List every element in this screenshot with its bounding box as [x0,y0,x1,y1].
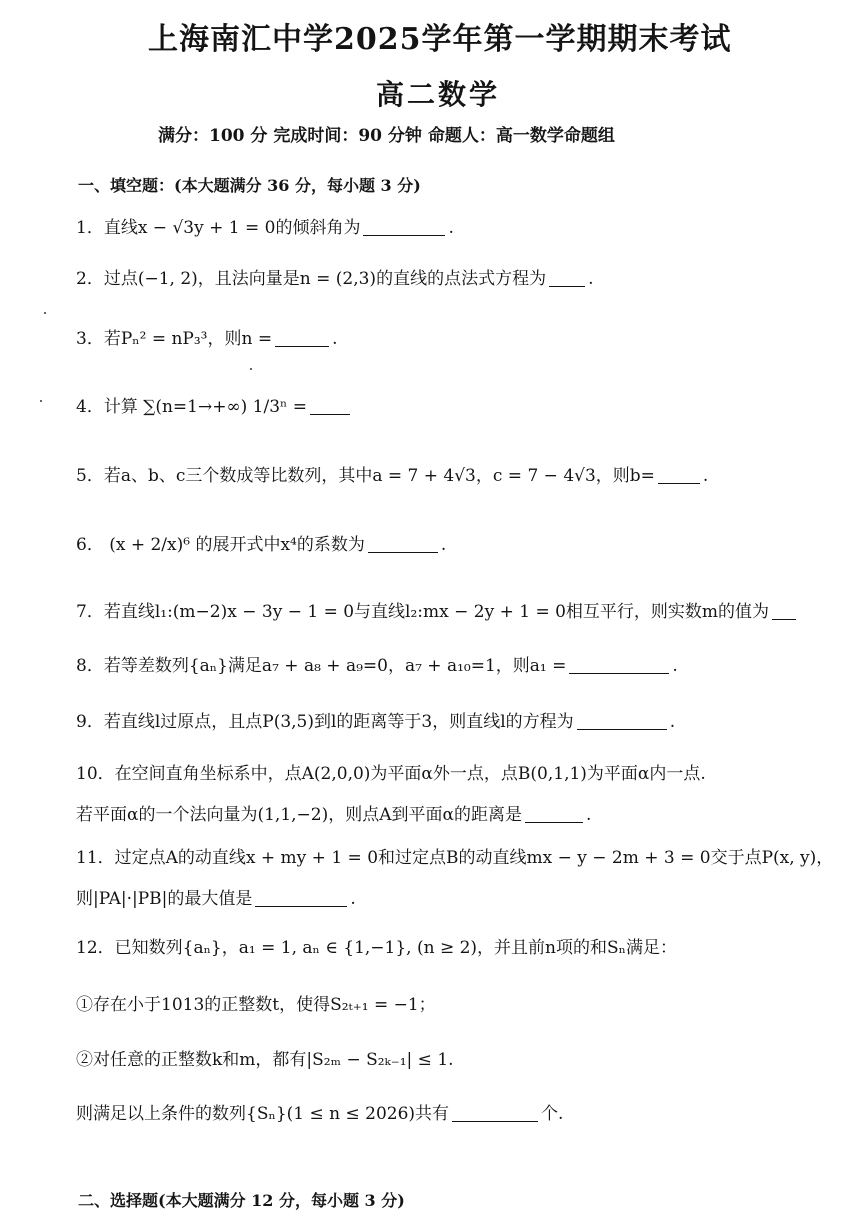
scan-speck [250,368,252,370]
question-tail: . [448,218,454,238]
question-11-line-1 [76,843,833,868]
question-1 [76,213,454,238]
answer-blank [658,467,700,484]
question-9 [76,707,675,732]
answer-blank [363,219,445,236]
question-text: 9．若直线l过原点，且点P(3,5)到l的距离等于3，则直线l的方程为 [76,712,574,732]
question-tail: . [672,656,678,676]
question-text: 7．若直线l₁:(m−2)x − 3y − 1 = 0与直线l₂:mx − 2y + 1 = 0相互平行，则实数m的值为 [76,602,770,622]
question-8 [76,651,678,676]
scan-speck [40,400,42,402]
question-text: 若平面α的一个法向量为(1,1,−2)，则点A到平面α的距离是 [76,805,523,825]
answer-blank [569,657,669,674]
section-fill-in-heading: 一、填空题：(本大题满分 36 分，每小题 3 分) [78,176,421,195]
question-tail: . [586,805,592,825]
section-choice-heading: 二、选择题(本大题满分 12 分，每小题 3 分) [78,1191,405,1210]
question-text: 3．若Pₙ² = nP₃³，则n = [76,329,273,349]
answer-blank [577,713,667,730]
question-tail: . [702,466,709,486]
question-3 [76,324,338,349]
question-tail: . [669,712,676,732]
question-10-line-1 [76,759,706,784]
question-tail: 个. [541,1104,564,1124]
question-text: 10．在空间直角坐标系中，点A(2,0,0)为平面α外一点，点B(0,1,1)为平面α内一点. [76,764,706,784]
question-12-condition-2 [76,1045,454,1070]
question-text: 11．过定点A的动直线x + my + 1 = 0和过定点B的动直线mx − y − 2m + 3 = 0交于点P(x, y)， [76,848,834,868]
question-text: 1．直线x − √3y + 1 = 0的倾斜角为 [76,218,361,238]
answer-blank [310,398,350,415]
question-12-line-4 [76,1099,563,1124]
question-2 [76,264,593,289]
question-text: 2．过点(−1, 2)，且法向量是n = (2,3)的直线的点法式方程为 [76,269,547,289]
question-5 [76,461,708,486]
question-6 [76,530,446,555]
question-12-condition-1 [76,990,436,1015]
question-11-line-2 [76,884,356,909]
question-text: 8．若等差数列{aₙ}满足a₇ + a₈ + a₉=0，a₇ + a₁₀=1，则a₁ = [76,656,567,676]
answer-blank [772,603,796,620]
question-tail: . [440,535,447,555]
question-12-line-1 [76,933,677,958]
answer-blank [549,270,585,287]
question-text: 6． (x + 2/x)⁶ 的展开式中x⁴的系数为 [76,535,365,555]
question-text: 12．已知数列{aₙ}，a₁ = 1, aₙ ∈ {1,−1}, (n ≥ 2)，并且前n项的和Sₙ满足： [76,938,678,958]
exam-subject: 高二数学 [376,78,501,111]
exam-title: 上海南汇中学2025学年第一学期期末考试 [148,22,732,57]
answer-blank [255,890,347,907]
question-text: ①存在小于1013的正整数t，使得S₂ₜ₊₁ = −1； [76,995,436,1015]
exam-info: 满分：100 分 完成时间：90 分钟 命题人：高一数学命题组 [158,126,615,146]
question-text: 4．计算 ∑(n=1→+∞) 1/3ⁿ = [76,397,308,417]
scan-speck [44,312,46,314]
question-tail: . [588,269,594,289]
answer-blank [452,1105,538,1122]
question-tail: . [332,329,338,349]
question-4 [76,392,353,417]
answer-blank [525,806,583,823]
question-7 [76,597,799,622]
question-text: 则满足以上条件的数列{Sₙ}(1 ≤ n ≤ 2026)共有 [76,1104,450,1124]
question-text: ②对任意的正整数k和m，都有|S₂ₘ − S₂ₖ₋₁| ≤ 1. [76,1050,454,1070]
question-10-line-2 [76,800,591,825]
answer-blank [275,330,329,347]
answer-blank [368,536,438,553]
question-text: 5．若a、b、c三个数成等比数列，其中a = 7 + 4√3，c = 7 − 4√3，则b= [76,466,655,486]
question-tail: . [350,889,356,909]
question-text: 则|PA|·|PB|的最大值是 [76,889,253,909]
